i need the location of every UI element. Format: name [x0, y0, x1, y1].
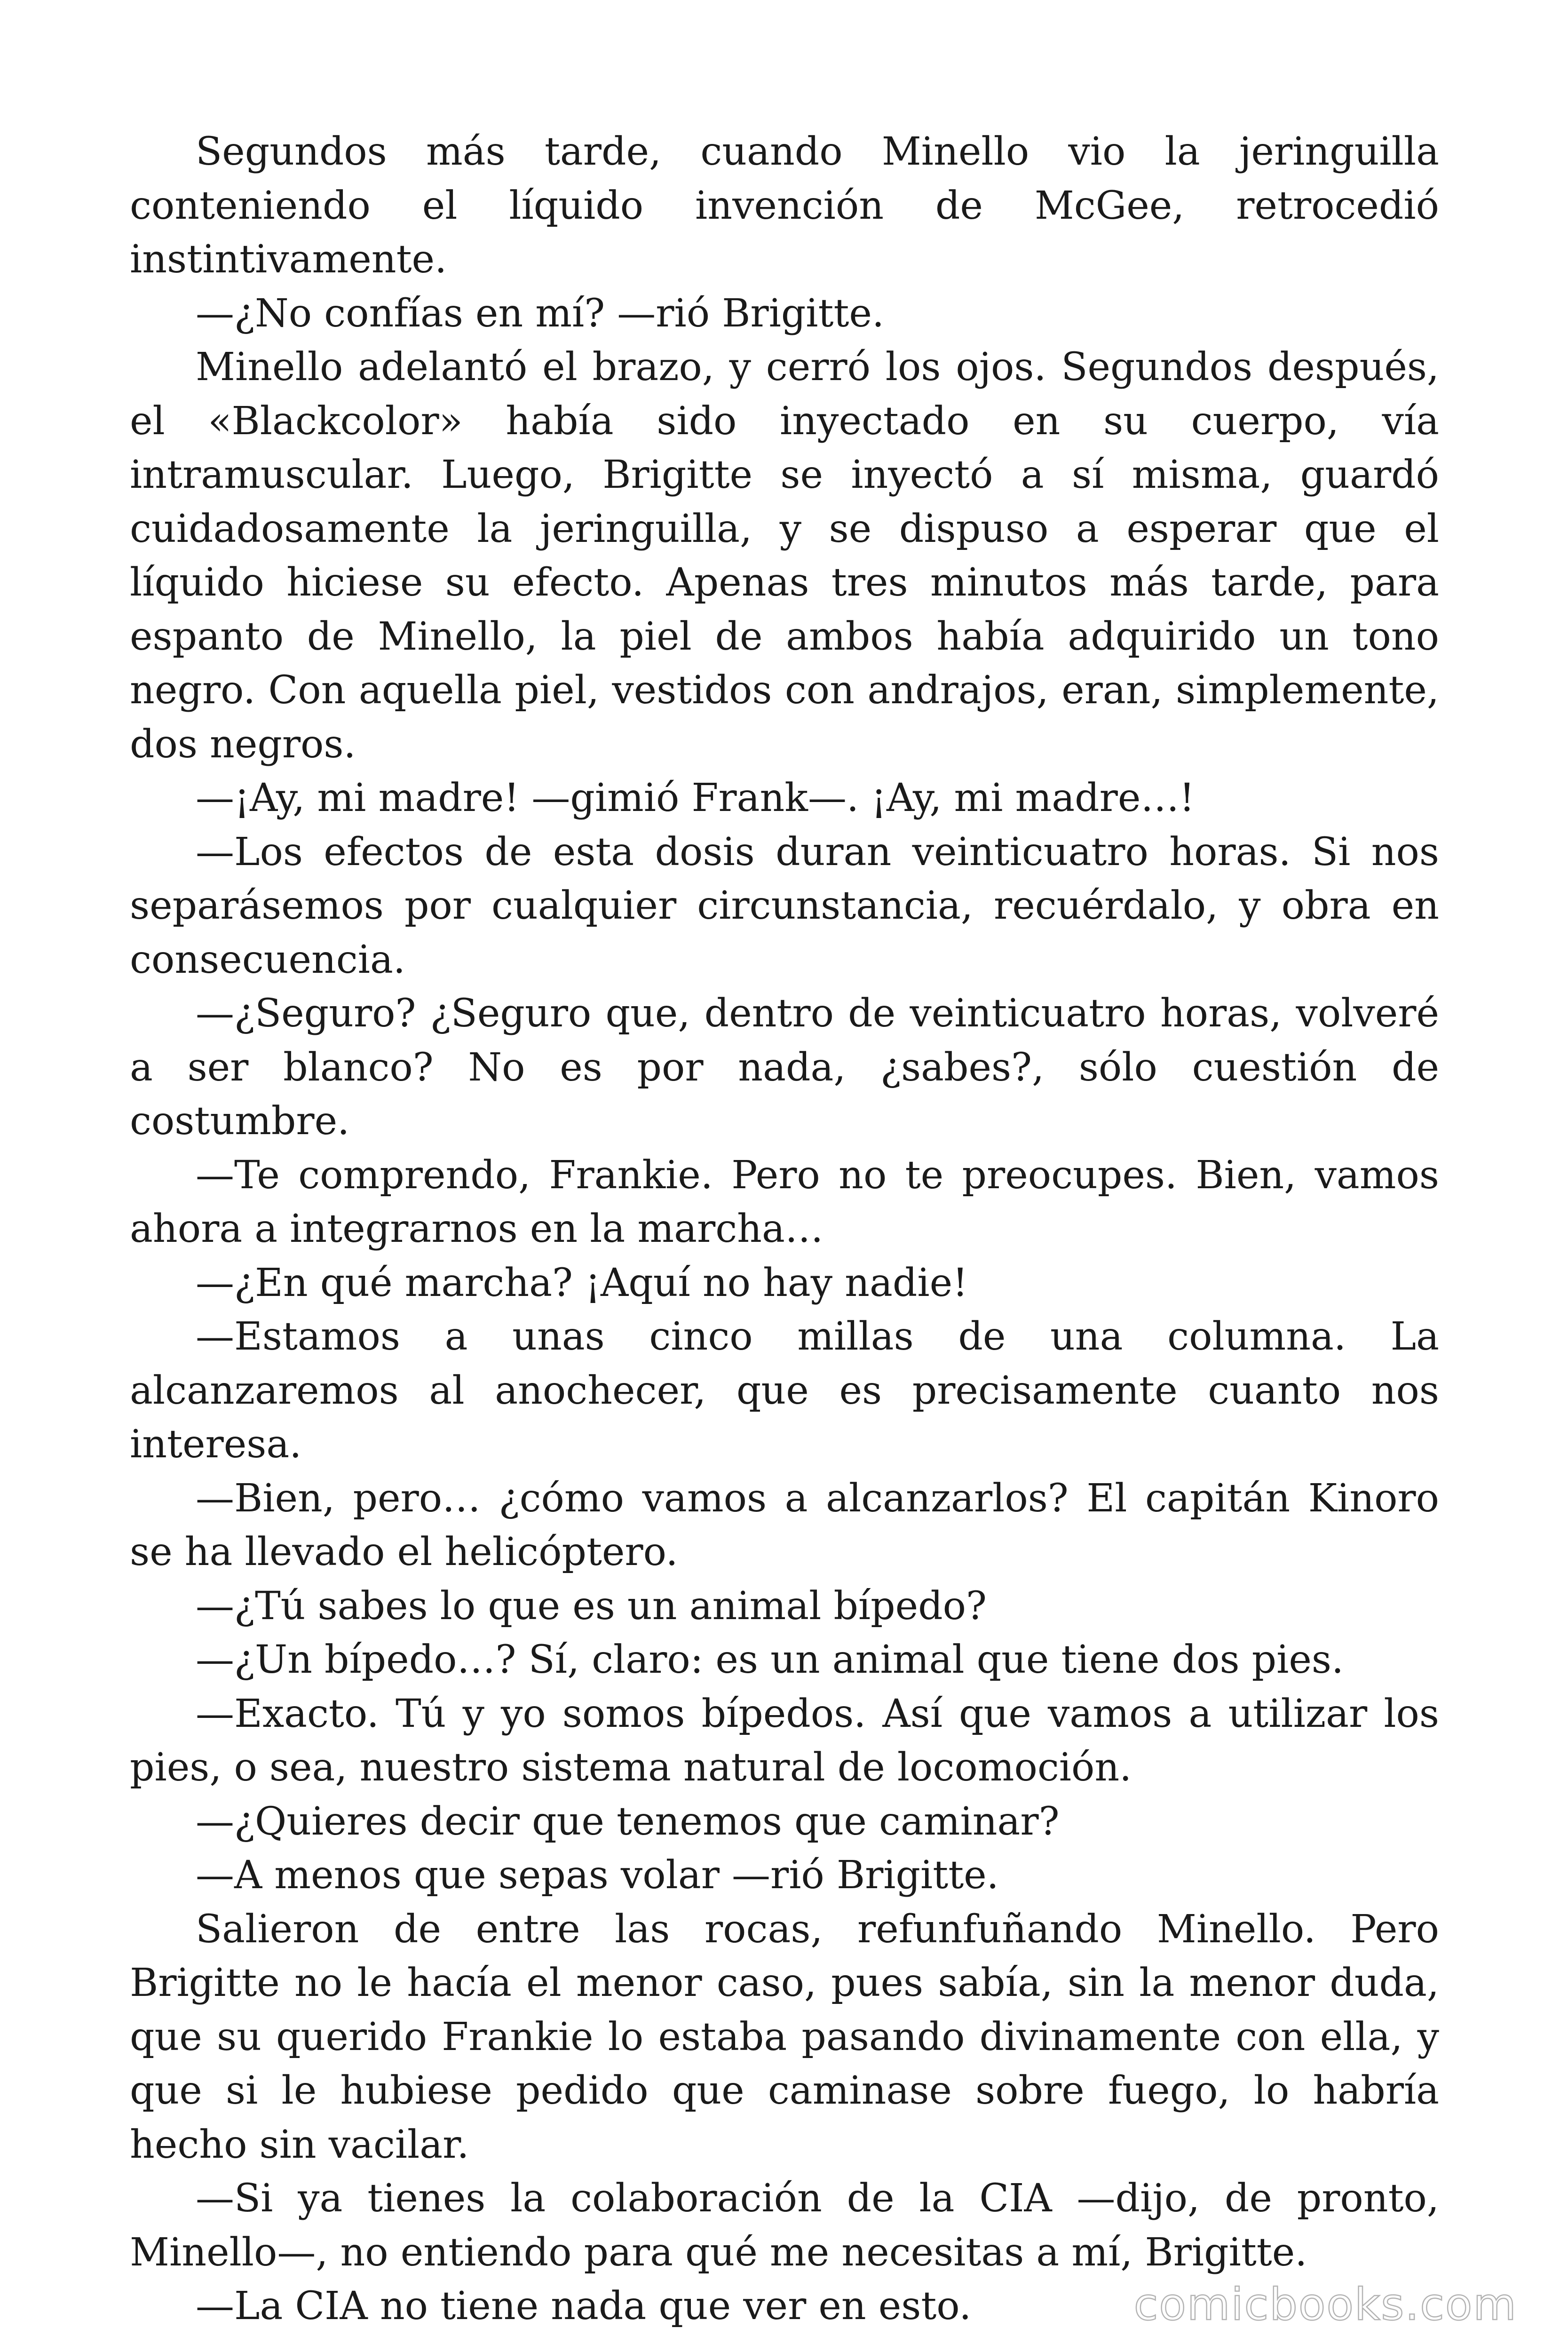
paragraph: —¿No confías en mí? —rió Brigitte. — [196, 291, 885, 336]
paragraph: Segundos más tarde, cuando Minello vio la jeringuilla conteniendo el líquido invención de McGee, retrocedió instintivamente. — [130, 129, 1439, 282]
paragraph: —Te comprendo, Frankie. Pero no te preocupes. Bien, vamos ahora a integrarnos en la marcha… — [130, 1152, 1439, 1251]
paragraph: —A menos que sepas volar —rió Brigitte. — [196, 1853, 999, 1898]
paragraph: —Exacto. Tú y yo somos bípedos. Así que vamos a utilizar los pies, o sea, nuestro sistema natural de locomoción. — [130, 1691, 1439, 1790]
paragraph: —¡Ay, mi madre! —gimió Frank—. ¡Ay, mi madre…! — [196, 776, 1195, 820]
paragraph: —Si ya tienes la colaboración de la CIA —dijo, de pronto, Minello—, no entiendo para qué me necesitas a mí, Brigitte. — [130, 2176, 1439, 2275]
paragraph: Salieron de entre las rocas, refunfuñando Minello. Pero Brigitte no le hacía el menor caso, pues sabía, sin la menor duda, que su querido Frankie lo estaba pasando divinamente con ella, y que si le hubiese pedido que caminase sobre fuego, lo habría hecho sin vacilar. — [130, 1907, 1439, 2167]
paragraph: —¿Tú sabes lo que es un animal bípedo? — [196, 1583, 987, 1629]
paragraph: —¿Quieres decir que tenemos que caminar? — [196, 1799, 1060, 1844]
body-text — [130, 125, 1439, 2334]
paragraph: —La CIA no tiene nada que ver en esto. — [196, 2284, 972, 2328]
paragraph: —¿Seguro? ¿Seguro que, dentro de veinticuatro horas, volveré a ser blanco? No es por nada, ¿sabes?, sólo cuestión de costumbre. — [130, 991, 1439, 1144]
paragraph: —Estamos a unas cinco millas de una columna. La alcanzaremos al anochecer, que es precisamente cuanto nos interesa. — [130, 1314, 1439, 1467]
paragraph: —¿En qué marcha? ¡Aquí no hay nadie! — [196, 1260, 968, 1305]
paragraph: —Bien, pero… ¿cómo vamos a alcanzarlos? El capitán Kinoro se ha llevado el helicóptero. — [130, 1476, 1439, 1574]
paragraph: Minello adelantó el brazo, y cerró los ojos. Segundos después, el «Blackcolor» había sido inyectado en su cuerpo, vía intramuscular. Luego, Brigitte se inyectó a sí misma, guardó cuidadosamente la jeringuilla, y se dispuso a esperar que el líquido hiciese su efecto. Apenas tres minutos más tarde, para espanto de Minello, la piel de ambos había adquirido un tono negro. Con aquella piel, vestidos con andrajos, eran, simplemente, dos negros. — [130, 345, 1439, 767]
paragraph: —Los efectos de esta dosis duran veinticuatro horas. Si nos separásemos por cualquier circunstancia, recuérdalo, y obra en consecuencia. — [130, 829, 1439, 982]
watermark: comicbooks.com — [1133, 2279, 1517, 2330]
paragraph: —¿Un bípedo…? Sí, claro: es un animal que tiene dos pies. — [196, 1637, 1344, 1682]
